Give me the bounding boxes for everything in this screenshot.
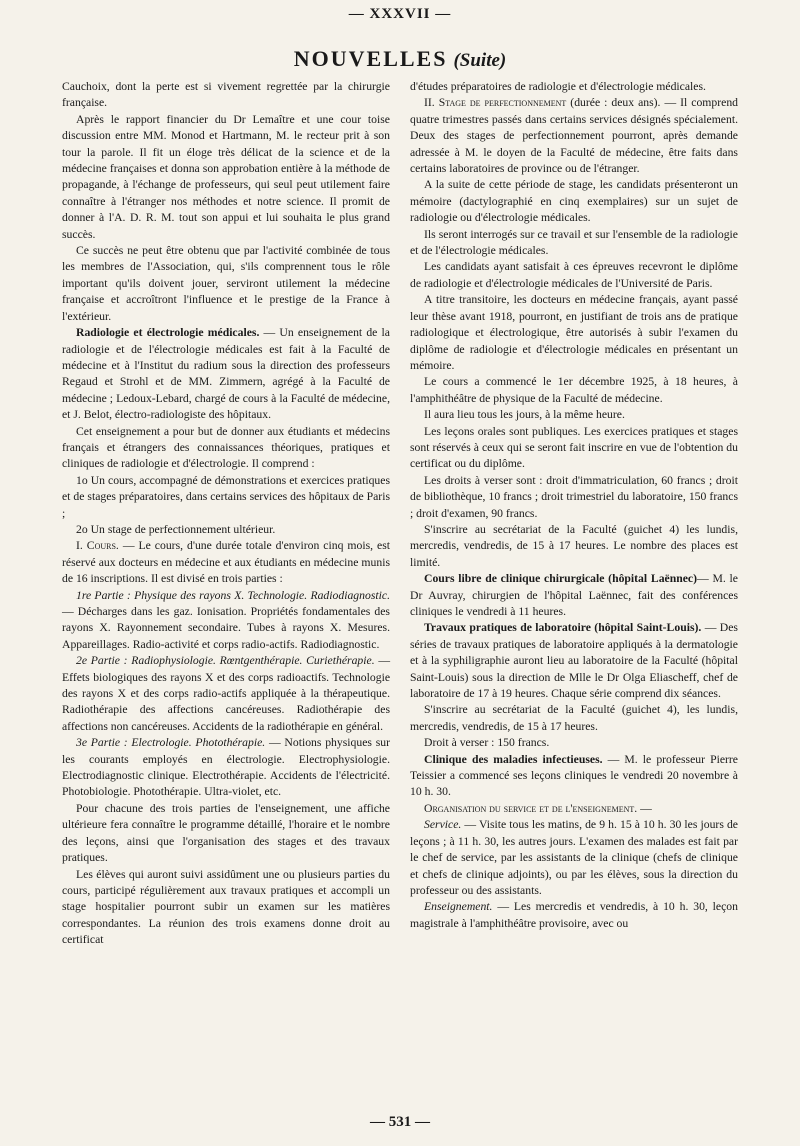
paragraph-heading: Service.: [424, 818, 462, 832]
left-column: [62, 79, 390, 949]
paragraph: [62, 735, 390, 801]
paragraph: [62, 325, 390, 423]
paragraph: [410, 620, 738, 702]
paragraph: A titre transitoire, les docteurs en médecine français, ayant passé leur thèse avant 1918, pourront, en justifiant de trois ans de pratique radiologique et électrologique, être autorisés à subir l'examen du diplôme de radiologie et d'électrologie médicales en présentant un mémoire.: [410, 293, 738, 372]
paragraph-body: — Des séries de travaux pratiques de laboratoire appliqués à la dermatologie et à la syphiligraphie auront lieu au laboratoire de la Faculté (hôpital Saint-Louis) sous la direction de Mlle le Dr Olga Eliascheff, chef de laboratoire de 17 à 19 heures. Chaque série comprend dix séances.: [410, 621, 738, 701]
paragraph-heading: 3e Partie : Electrologie. Photothérapie.: [76, 736, 266, 750]
paragraph-heading: 2e Partie : Radiophysiologie. Rœntgenthérapie. Curiethérapie.: [76, 654, 375, 668]
paragraph: Pour chacune des trois parties de l'enseignement, une affiche ultérieure fera connaître le programme détaillé, l'horaire et le nombre des leçons, ainsi que l'organisation des stages et des travaux pratiques.: [62, 801, 390, 865]
paragraph: [410, 752, 738, 801]
paragraph: [410, 571, 738, 620]
paragraph: Cauchoix, dont la perte est si vivement regrettée par la chirurgie française.: [62, 80, 390, 110]
paragraph-body: —: [637, 801, 652, 815]
paragraph-body: — M. le professeur Pierre Teissier a commencé ses leçons cliniques le vendredi 20 novembre à 10 h. 30.: [410, 752, 738, 799]
section-title-suite: (Suite): [453, 50, 507, 71]
paragraph: [410, 899, 738, 932]
right-column: [410, 79, 738, 932]
paragraph: [62, 538, 390, 587]
paragraph: Le cours a commencé le 1er décembre 1925, à 18 heures, à l'amphithéâtre de physique de la Faculté de médecine.: [410, 375, 738, 405]
paragraph: Ce succès ne peut être obtenu que par l'activité combinée de tous les membres de l'Association, qui, s'ils comprennent tous le rôle important qu'ils doivent jouer, serviront utilement la médecine française et accroîtront l'influence et le prestige de la France à l'extérieur.: [62, 244, 390, 323]
paragraph: [410, 95, 738, 177]
paragraph-heading: I. Cours.: [76, 539, 119, 553]
paragraph: [410, 801, 738, 817]
paragraph: A la suite de cette période de stage, les candidats présenteront un mémoire (dactylographié en cinq exemplaires) sur un sujet de radiologie ou d'électrologie médicales.: [410, 178, 738, 225]
paragraph: S'inscrire au secrétariat de la Faculté (guichet 4), les lundis, mercredis, vendredis, de 15 à 17 heures.: [410, 703, 738, 733]
paragraph-heading: Cours libre de clinique chirurgicale (hôpital Laënnec): [424, 572, 698, 586]
paragraph-heading: II. Stage de perfectionnement: [424, 96, 567, 110]
paragraph: Les droits à verser sont : droit d'immatriculation, 60 francs ; droit de bibliothèque, 10 francs ; droit trimestriel du laboratoire, 150 francs ; droit d'examen, 90 francs.: [410, 473, 738, 520]
page-roman-number: — XXXVII —: [348, 6, 452, 22]
paragraph-body: — Les mercredis et vendredis, à 10 h. 30, leçon magistrale à l'amphithéâtre provisoire, avec ou: [410, 900, 738, 930]
paragraph-heading: Organisation du service et de l'enseignement.: [424, 801, 638, 815]
paragraph: Cet enseignement a pour but de donner aux étudiants et médecins français et étrangers des connaissances théoriques, pratiques et cliniques de radiologie et d'électrologie. Il comprend :: [62, 424, 390, 471]
paragraph: Les élèves qui auront suivi assidûment une ou plusieurs parties du cours, participé régulièrement aux travaux pratiques et accompli un stage hospitalier pourront subir un examen sur les matières correspondantes. La réunion des trois examens donne droit au certificat: [62, 867, 390, 947]
paragraph: S'inscrire au secrétariat de la Faculté (guichet 4) les lundis, mercredis, vendredis, de 15 à 17 heures. Le nombre des places est limité.: [410, 522, 738, 569]
paragraph: Les candidats ayant satisfait à ces épreuves recevront le diplôme de radiologie et d'électrologie médicales de l'Université de Paris.: [410, 260, 738, 290]
paragraph-body: — Notions physiques sur les courants employés en électrologie. Electrophysiologie. Electrodiagnostic clinique. Electrothérapie. Accidents de l'électricité. Photobiologie. Photothérapie. Ultra-violet, etc.: [62, 736, 390, 799]
paragraph: [62, 588, 390, 654]
paragraph-body: — Un enseignement de la radiologie et de l'électrologie médicales est fait à la Faculté de médecine et à l'Institut du radium sous la direction des professeurs Regaud et Strohl et de MM. Zimmern, agrégé à la Faculté de médecine ; Ledoux-Lebard, chargé de cours à la Faculté de médecine, et J. Belot, électro-radiologiste des hôpitaux.: [62, 326, 390, 422]
paragraph: 1o Un cours, accompagné de démonstrations et exercices pratiques et de stages préparatoires, dans certains services des hôpitaux de Paris ;: [62, 473, 390, 520]
page-number: — 531 —: [370, 1114, 430, 1130]
paragraph-heading: Clinique des maladies infectieuses.: [424, 752, 603, 766]
paragraph-heading: 1re Partie : Physique des rayons X. Technologie. Radiodiagnostic.: [76, 588, 390, 602]
section-title-text: NOUVELLES: [293, 46, 448, 71]
paragraph: Après le rapport financier du Dr Lemaître et une cour toise discussion entre MM. Monod et Hartmann, M. le recteur prit à son tour la parole. Il fit un éloge très délicat de la science et de la médecine françaises et donna son approbation entière à la méthode de propagande, à l'échange de professeurs, qui seul peut utilement faire connaître à l'étranger nos méthodes et notre science. Il promit de donner à l'A. D. R. M. tout son appui et lui souhaita le plus grand succès.: [62, 112, 390, 241]
paragraph-heading: Radiologie et électrologie médicales.: [76, 326, 260, 340]
paragraph-heading: Travaux pratiques de laboratoire (hôpital Saint-Louis).: [424, 621, 702, 635]
paragraph: [410, 817, 738, 899]
paragraph: Les leçons orales sont publiques. Les exercices pratiques et stages sont réservés à ceux qui se seront fait inscrire en vue de l'obtention du certificat ou du diplôme.: [410, 424, 738, 471]
paragraph-body: (durée : deux ans). — Il comprend quatre trimestres passés dans certains services désignés spécialement. Deux des stages de perfectionnement pourront, après demande adressée à M. le doyen de la Faculté de médecine, être faits dans certains laboratoires de province ou de l'étranger.: [410, 96, 739, 176]
paragraph-body: — Décharges dans les gaz. Ionisation. Propriétés fondamentales des rayons X. Rayonnement secondaire. Tubes à rayons X. Mesures. Appareillages. Radio-activité et corps radio-actifs. Radiodiagnostic.: [62, 605, 390, 651]
paragraph-heading: Enseignement.: [424, 900, 493, 914]
section-title: [0, 46, 800, 72]
paragraph: Droit à verser : 150 francs.: [424, 736, 550, 750]
paragraph: Ils seront interrogés sur ce travail et sur l'ensemble de la radiologie et de l'électrologie médicales.: [410, 227, 738, 258]
paragraph: [62, 653, 390, 735]
paragraph-body: — M. le Dr Auvray, chirurgien de l'hôpital Laënnec, fait des conférences cliniques le vendredi à 11 heures.: [410, 572, 738, 618]
paragraph-body: — Visite tous les matins, de 9 h. 15 à 10 h. 30 les jours de leçons ; à 11 h. 30, les autres jours. L'examen des malades est fait par le chef de service, par les assistants de la clinique (chefs de clinique et chefs de clinique adjoints), ou par les élèves, sous la direction du professeur ou des assistants.: [410, 818, 738, 897]
paragraph: Il aura lieu tous les jours, à la même heure.: [424, 408, 625, 422]
paragraph: d'études préparatoires de radiologie et d'électrologie médicales.: [410, 80, 706, 93]
paragraph: 2o Un stage de perfectionnement ultérieur.: [76, 522, 276, 536]
paragraph-body: — Effets biologiques des rayons X et des corps radioactifs. Technologie des rayons X et des corps radio-actifs appliquée à la thérapeutique. Radiothérapie des affections cancéreuses. Radiothérapie des affections non cancéreuses. Accidents de la radiothérapie en général.: [62, 654, 391, 733]
paragraph-body: — Le cours, d'une durée totale d'environ cinq mois, est réservé aux docteurs en médecine et aux étudiants en médecine munis de 16 inscriptions. Il est divisé en trois parties :: [62, 539, 391, 586]
